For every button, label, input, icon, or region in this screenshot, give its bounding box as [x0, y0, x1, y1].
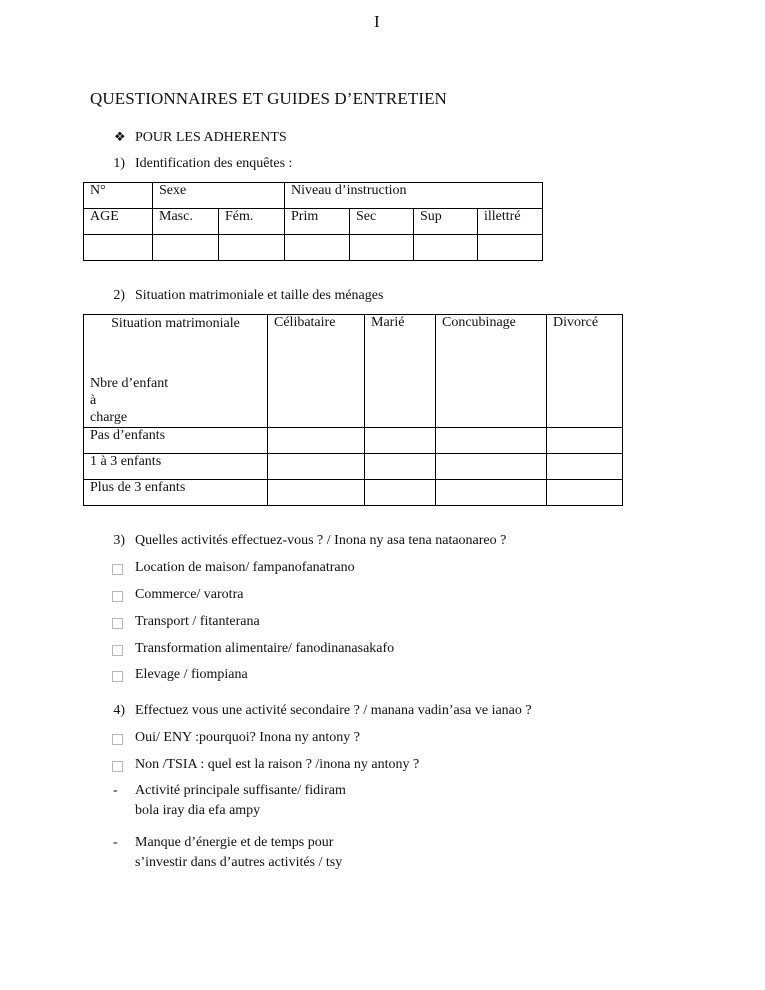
table-cell[interactable]	[547, 454, 623, 480]
table-cell: Masc.	[153, 209, 219, 235]
checkbox[interactable]	[112, 671, 123, 682]
checkbox[interactable]	[112, 618, 123, 629]
table-cell: Fém.	[219, 209, 285, 235]
dash-bullet: -	[113, 783, 118, 798]
page-title: QUESTIONNAIRES ET GUIDES D’ENTRETIEN	[90, 89, 447, 108]
option-label: Commerce/ varotra	[135, 587, 244, 602]
table-cell[interactable]	[365, 480, 436, 506]
corner-bottom-label: charge	[90, 410, 128, 425]
row-header: Pas d’enfants	[84, 428, 268, 454]
option-label: Non /TSIA : quel est la raison ? /inona ny antony ?	[135, 757, 420, 772]
table-row	[84, 480, 623, 506]
question-text: Situation matrimoniale et taille des ménages	[135, 288, 384, 303]
checkbox[interactable]	[112, 761, 123, 772]
page-number: I	[374, 12, 380, 31]
table-cell[interactable]	[268, 428, 365, 454]
table-cell: Sup	[414, 209, 478, 235]
checkbox[interactable]	[112, 564, 123, 575]
section-heading: POUR LES ADHERENTS	[135, 130, 287, 145]
column-header: Divorcé	[547, 315, 623, 428]
option-label: Oui/ ENY :pourquoi? Inona ny antony ?	[135, 730, 360, 745]
column-header: Concubinage	[436, 315, 547, 428]
table-row	[84, 428, 623, 454]
table-cell[interactable]	[365, 454, 436, 480]
checkbox[interactable]	[112, 645, 123, 656]
table-cell[interactable]	[436, 454, 547, 480]
option-label: Transport / fitanterana	[135, 614, 260, 629]
identification-table	[83, 182, 543, 261]
list-item: bola iray dia efa ampy	[135, 803, 261, 818]
list-item: Manque d’énergie et de temps pour	[135, 835, 334, 850]
table-cell[interactable]	[547, 480, 623, 506]
table-row	[84, 454, 623, 480]
table-cell[interactable]	[84, 235, 153, 261]
table-row	[84, 315, 623, 428]
table-cell[interactable]	[436, 480, 547, 506]
question-text: Identification des enquêtes :	[135, 156, 293, 171]
table-cell: Sexe	[153, 183, 285, 209]
corner-top-label: Situation matrimoniale	[111, 316, 240, 331]
dash-bullet: -	[113, 835, 118, 850]
corner-bottom-label: Nbre d’enfant	[90, 376, 169, 391]
table-row	[84, 183, 543, 209]
question-number: 3)	[113, 533, 125, 548]
table-cell: Sec	[350, 209, 414, 235]
marital-status-table	[83, 314, 623, 506]
column-header: Célibataire	[268, 315, 365, 428]
table-cell[interactable]	[153, 235, 219, 261]
table-cell[interactable]	[285, 235, 350, 261]
table-row	[84, 209, 543, 235]
table-cell[interactable]	[219, 235, 285, 261]
table-cell: N°	[84, 183, 153, 209]
question-number: 4)	[113, 703, 125, 718]
table-corner-cell	[84, 315, 268, 428]
option-label: Transformation alimentaire/ fanodinanasakafo	[135, 641, 395, 656]
table-cell: Niveau d’instruction	[285, 183, 543, 209]
question-text: Effectuez vous une activité secondaire ? / manana vadin’asa ve ianao ?	[135, 703, 532, 718]
table-cell[interactable]	[350, 235, 414, 261]
question-number: 2)	[113, 288, 125, 303]
table-cell: Prim	[285, 209, 350, 235]
list-item: s’investir dans d’autres activités / tsy	[135, 855, 343, 870]
checkbox[interactable]	[112, 734, 123, 745]
list-item: Activité principale suffisante/ fidiram	[135, 783, 346, 798]
table-cell[interactable]	[436, 428, 547, 454]
row-header: 1 à 3 enfants	[84, 454, 268, 480]
option-label: Elevage / fiompiana	[135, 667, 248, 682]
table-cell[interactable]	[547, 428, 623, 454]
column-header: Marié	[365, 315, 436, 428]
question-text: Quelles activités effectuez-vous ? / Inona ny asa tena nataonareo ?	[135, 533, 507, 548]
question-number: 1)	[113, 156, 125, 171]
option-label: Location de maison/ fampanofanatrano	[135, 560, 355, 575]
checkbox[interactable]	[112, 591, 123, 602]
table-cell: AGE	[84, 209, 153, 235]
table-cell: illettré	[478, 209, 543, 235]
row-header: Plus de 3 enfants	[84, 480, 268, 506]
table-cell[interactable]	[268, 454, 365, 480]
corner-bottom-label: à	[90, 393, 97, 408]
diamond-bullet-icon: ❖	[114, 129, 126, 144]
table-cell[interactable]	[414, 235, 478, 261]
table-cell[interactable]	[268, 480, 365, 506]
table-cell[interactable]	[478, 235, 543, 261]
table-cell[interactable]	[365, 428, 436, 454]
table-row	[84, 235, 543, 261]
